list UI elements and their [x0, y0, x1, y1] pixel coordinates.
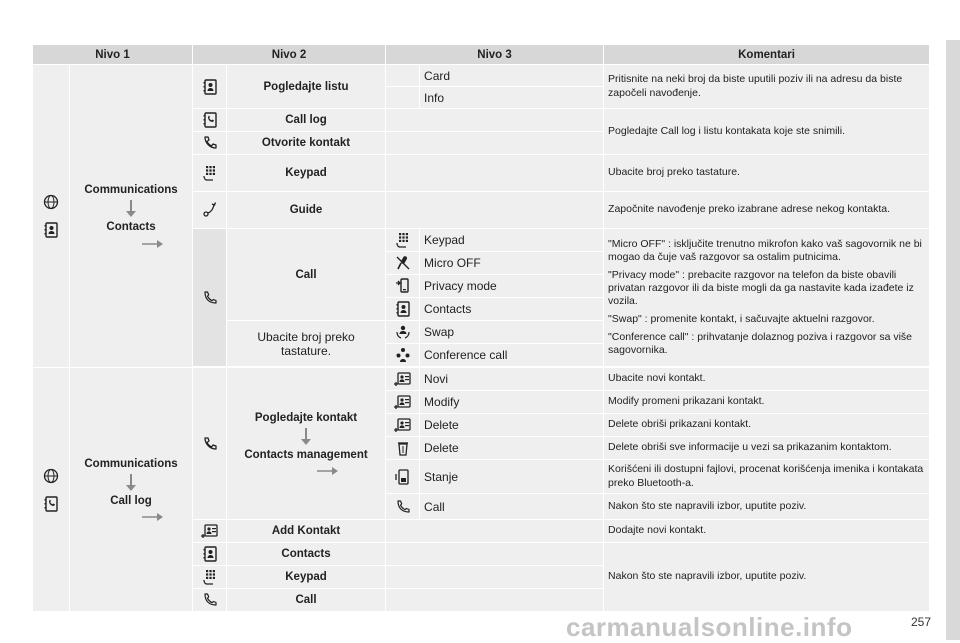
- swap-icon: [394, 323, 412, 341]
- privacy-mode-icon: [394, 277, 412, 295]
- stanje-comment: Korišćeni ili dostupni fajlovi, procenat korišćenja imenika i kontakata preko Bluetooth-a.: [604, 460, 930, 494]
- calllog-icon-cell: [193, 109, 227, 132]
- header-nivo3: Nivo 3: [386, 45, 604, 65]
- otvorite-kontakt: Otvorite kontakt: [227, 132, 386, 155]
- call-2: Call: [227, 589, 386, 612]
- page-edge-tab: [946, 40, 960, 640]
- down-arrow-icon: [300, 428, 312, 446]
- info-item: Info: [420, 87, 604, 109]
- call: Call: [227, 229, 386, 321]
- phone-icon: [201, 591, 219, 609]
- call-comment-3: "Swap" : promenite kontakt, i sačuvajte aktuelni razgovor.: [608, 313, 875, 326]
- keypad-icon-cell: [193, 155, 227, 192]
- pogledajte-listu: Pogledajte listu: [227, 65, 386, 109]
- add-contact-icon: [394, 370, 412, 388]
- add-contact-icon: [394, 416, 412, 434]
- page-number: 257: [911, 615, 932, 629]
- right-arrow-icon: [142, 512, 164, 522]
- header-nivo2: Nivo 2: [193, 45, 386, 65]
- phone-icon: [201, 134, 219, 152]
- n3-privacy-mode: Privacy mode: [420, 275, 604, 298]
- guide-icon: [201, 201, 219, 219]
- guide-comment: Započnite navođenje preko izabrane adrese nekog kontakta.: [604, 192, 930, 229]
- contacts-management: Contacts management: [244, 448, 368, 461]
- open-contact-icon-cell: [193, 368, 227, 520]
- n3-contacts: Contacts: [420, 298, 604, 321]
- call-comment-1: "Micro OFF" : isključite trenutno mikrofon kako vaš sagovornik ne bi mogao da čuje vaš razgovor sa ostalim putnicima.: [608, 237, 922, 263]
- keypad: Keypad: [227, 155, 386, 192]
- call-comment-2: "Privacy mode" : prebacite razgovor na telefon da biste obavili privatan razgovor ili da biste mogli da ga nastavite kada izađete iz vozila.: [608, 268, 914, 307]
- pogledajte-kontakt: Pogledajte kontakt: [254, 411, 358, 424]
- phone-icon: [201, 289, 219, 307]
- modify-comment: Modify promeni prikazani kontakt.: [604, 391, 930, 414]
- contacts-icon: [394, 300, 412, 318]
- n3-call: Call: [420, 494, 604, 520]
- keypad-comment: Ubacite broj preko tastature.: [604, 155, 930, 192]
- group2-level1-label: [70, 368, 193, 612]
- call-log-icon: [42, 495, 60, 513]
- conference-call-icon: [394, 346, 412, 364]
- right-arrow-icon: [142, 239, 164, 249]
- contacts-icon: [201, 545, 219, 563]
- phone-icon: [201, 435, 219, 453]
- keypad-2: Keypad: [227, 566, 386, 589]
- contacts-icon: [201, 78, 219, 96]
- globe-icon: [42, 193, 60, 211]
- n3-delete-1: Delete: [420, 414, 604, 437]
- globe-icon: [42, 467, 60, 485]
- n3-modify: Modify: [420, 391, 604, 414]
- n3-stanje: Stanje: [420, 460, 604, 494]
- n3-swap: Swap: [420, 321, 604, 344]
- group1-communications: Communications: [84, 184, 178, 197]
- header-nivo1: Nivo 1: [33, 45, 193, 65]
- add-comment: Dodajte novi kontakt.: [604, 520, 930, 543]
- add-kontakt: Add Kontakt: [227, 520, 386, 543]
- contacts-icon: [42, 221, 60, 239]
- group2-communications: Communications: [84, 457, 178, 470]
- header-komentari: Komentari: [604, 45, 930, 65]
- call-log-icon: [201, 111, 219, 129]
- n3-conference-call: Conference call: [420, 344, 604, 367]
- pogledajte-kontakt-cell: [227, 368, 386, 520]
- call-log-comment: Pogledajte Call log i listu kontakata koje ste snimili.: [604, 109, 930, 155]
- keypad-icon: [201, 164, 219, 182]
- n3-novi: Novi: [420, 368, 604, 391]
- contacts: Contacts: [227, 543, 386, 566]
- down-arrow-icon: [125, 200, 137, 218]
- add-contact-icon: [394, 393, 412, 411]
- open-contact-icon-cell: [193, 132, 227, 155]
- group1-contacts: Contacts: [106, 221, 156, 233]
- bottom-comment: Nakon što ste napravili izbor, uputite poziv.: [604, 543, 930, 612]
- listu-comment: Pritisnite na neki broj da biste uputili poziv ili na adresu da biste započeli navođenje.: [604, 65, 930, 109]
- status-icon: [394, 468, 412, 486]
- card-item: Card: [420, 65, 604, 87]
- down-arrow-icon: [125, 474, 137, 492]
- n3-keypad: Keypad: [420, 229, 604, 252]
- call-comment-4: "Conference call" : prihvatanje dolaznog poziva i razgovor sa više sagovornika.: [608, 331, 912, 357]
- group1-level1-icons: [33, 65, 70, 368]
- keypad-icon: [201, 568, 219, 586]
- delete1-comment: Delete obriši prikazani kontakt.: [604, 414, 930, 437]
- group1-level1-label: [70, 65, 193, 368]
- n3-delete-2: Delete: [420, 437, 604, 460]
- novi-comment: Ubacite novi kontakt.: [604, 368, 930, 391]
- call-log: Call log: [227, 109, 386, 132]
- call-icon-cell: [193, 229, 227, 367]
- ubacite-broj: Ubacite broj preko tastature.: [227, 321, 386, 367]
- add-contact-icon: [201, 522, 219, 540]
- micro-off-icon: [394, 254, 412, 272]
- menu-table: [32, 44, 930, 612]
- keypad-icon: [394, 231, 412, 249]
- call-comments: [604, 229, 930, 367]
- call-comment: Nakon što ste napravili izbor, uputite poziv.: [604, 494, 930, 520]
- watermark: carmanualsonline.info: [566, 612, 853, 642]
- guide: Guide: [227, 192, 386, 229]
- delete-icon: [394, 439, 412, 457]
- n3-micro-off: Micro OFF: [420, 252, 604, 275]
- guide-icon-cell: [193, 192, 227, 229]
- right-arrow-icon: [317, 466, 339, 476]
- delete2-comment: Delete obriši sve informacije u vezi sa prikazanim kontaktom.: [604, 437, 930, 460]
- contacts-icon-cell: [193, 65, 227, 109]
- group2-level1-icons: [33, 368, 70, 612]
- group2-call-log: Call log: [110, 494, 152, 507]
- phone-icon: [394, 498, 412, 516]
